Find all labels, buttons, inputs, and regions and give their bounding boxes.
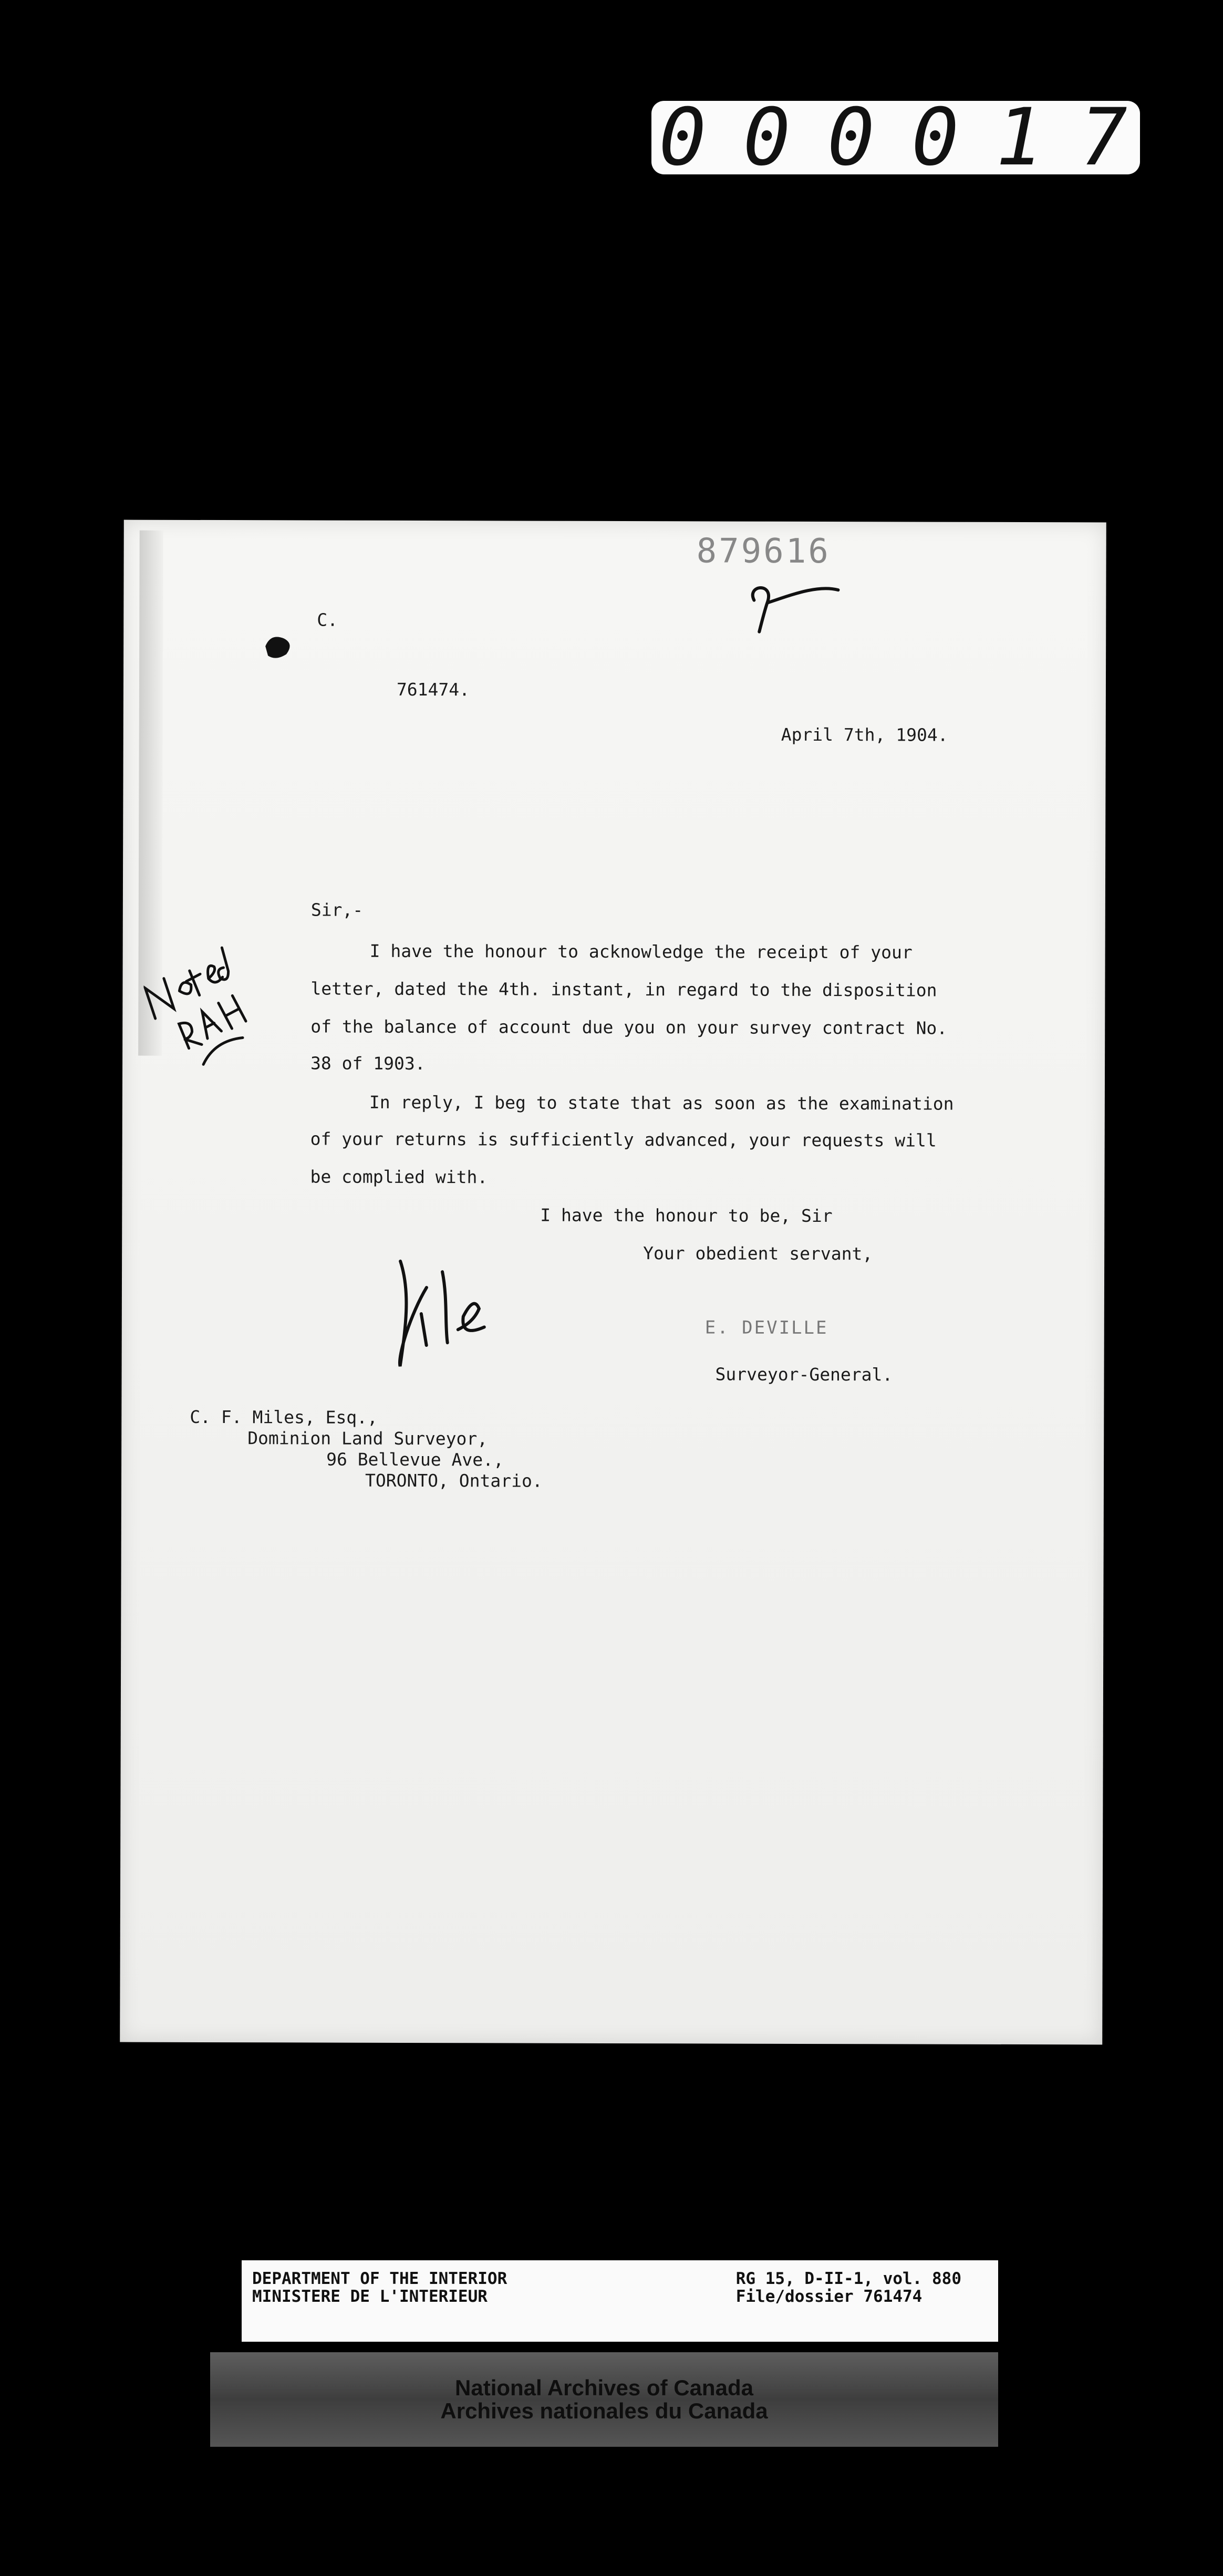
archive-name-french: Archives nationales du Canada xyxy=(440,2398,768,2423)
department-names xyxy=(252,2270,507,2305)
letter-date: April 7th, 1904. xyxy=(781,724,948,745)
body-line-3: of the balance of account due you on your survey contract No. xyxy=(310,1016,948,1038)
archive-reference-label xyxy=(242,2260,998,2342)
addressee-line-2: Dominion Land Surveyor, xyxy=(247,1428,488,1449)
addressee-line-1: C. F. Miles, Esq., xyxy=(190,1406,378,1428)
record-reference xyxy=(736,2270,961,2305)
body-line-1: I have the honour to acknowledge the receipt of your xyxy=(369,940,913,963)
body-line-4: 38 of 1903. xyxy=(310,1053,426,1074)
handwritten-margin-note xyxy=(143,930,281,1119)
frame-number-label: 000017 xyxy=(651,101,1140,174)
addressee-line-4: TORONTO, Ontario. xyxy=(365,1470,543,1491)
file-reference-number: 761474. xyxy=(396,679,470,700)
salutation: Sir,- xyxy=(310,899,364,920)
letter-page xyxy=(120,520,1106,2045)
department-english: DEPARTMENT OF THE INTERIOR xyxy=(252,2269,507,2288)
ink-blot-icon xyxy=(260,630,297,662)
signatory-title: Surveyor-General. xyxy=(715,1364,893,1385)
body-line-6: of your returns is sufficiently advanced, your requests will xyxy=(310,1128,937,1151)
body-line-5: In reply, I beg to state that as soon as the examination xyxy=(369,1092,954,1114)
body-line-7: be complied with. xyxy=(310,1166,488,1188)
record-group-reference: RG 15, D-II-1, vol. 880 xyxy=(735,2269,961,2288)
closing-line-1: I have the honour to be, Sir xyxy=(540,1204,833,1227)
archive-name-english: National Archives of Canada xyxy=(455,2375,753,2400)
signature-stamp: E. DEVILLE xyxy=(704,1317,828,1339)
handwritten-file-note xyxy=(379,1251,516,1383)
body-line-2: letter, dated the 4th. instant, in regard to the disposition xyxy=(310,978,937,1001)
department-french: MINISTERE DE L'INTERIEUR xyxy=(252,2287,488,2306)
letter-initial: C. xyxy=(317,609,338,630)
closing-line-2: Your obedient servant, xyxy=(643,1243,873,1264)
registry-stamp-number: 879616 xyxy=(696,532,831,572)
check-mark-icon xyxy=(743,579,848,643)
addressee-line-3: 96 Bellevue Ave., xyxy=(326,1449,504,1470)
file-dossier-reference: File/dossier 761474 xyxy=(735,2287,923,2306)
archive-watermark-band xyxy=(210,2352,998,2447)
